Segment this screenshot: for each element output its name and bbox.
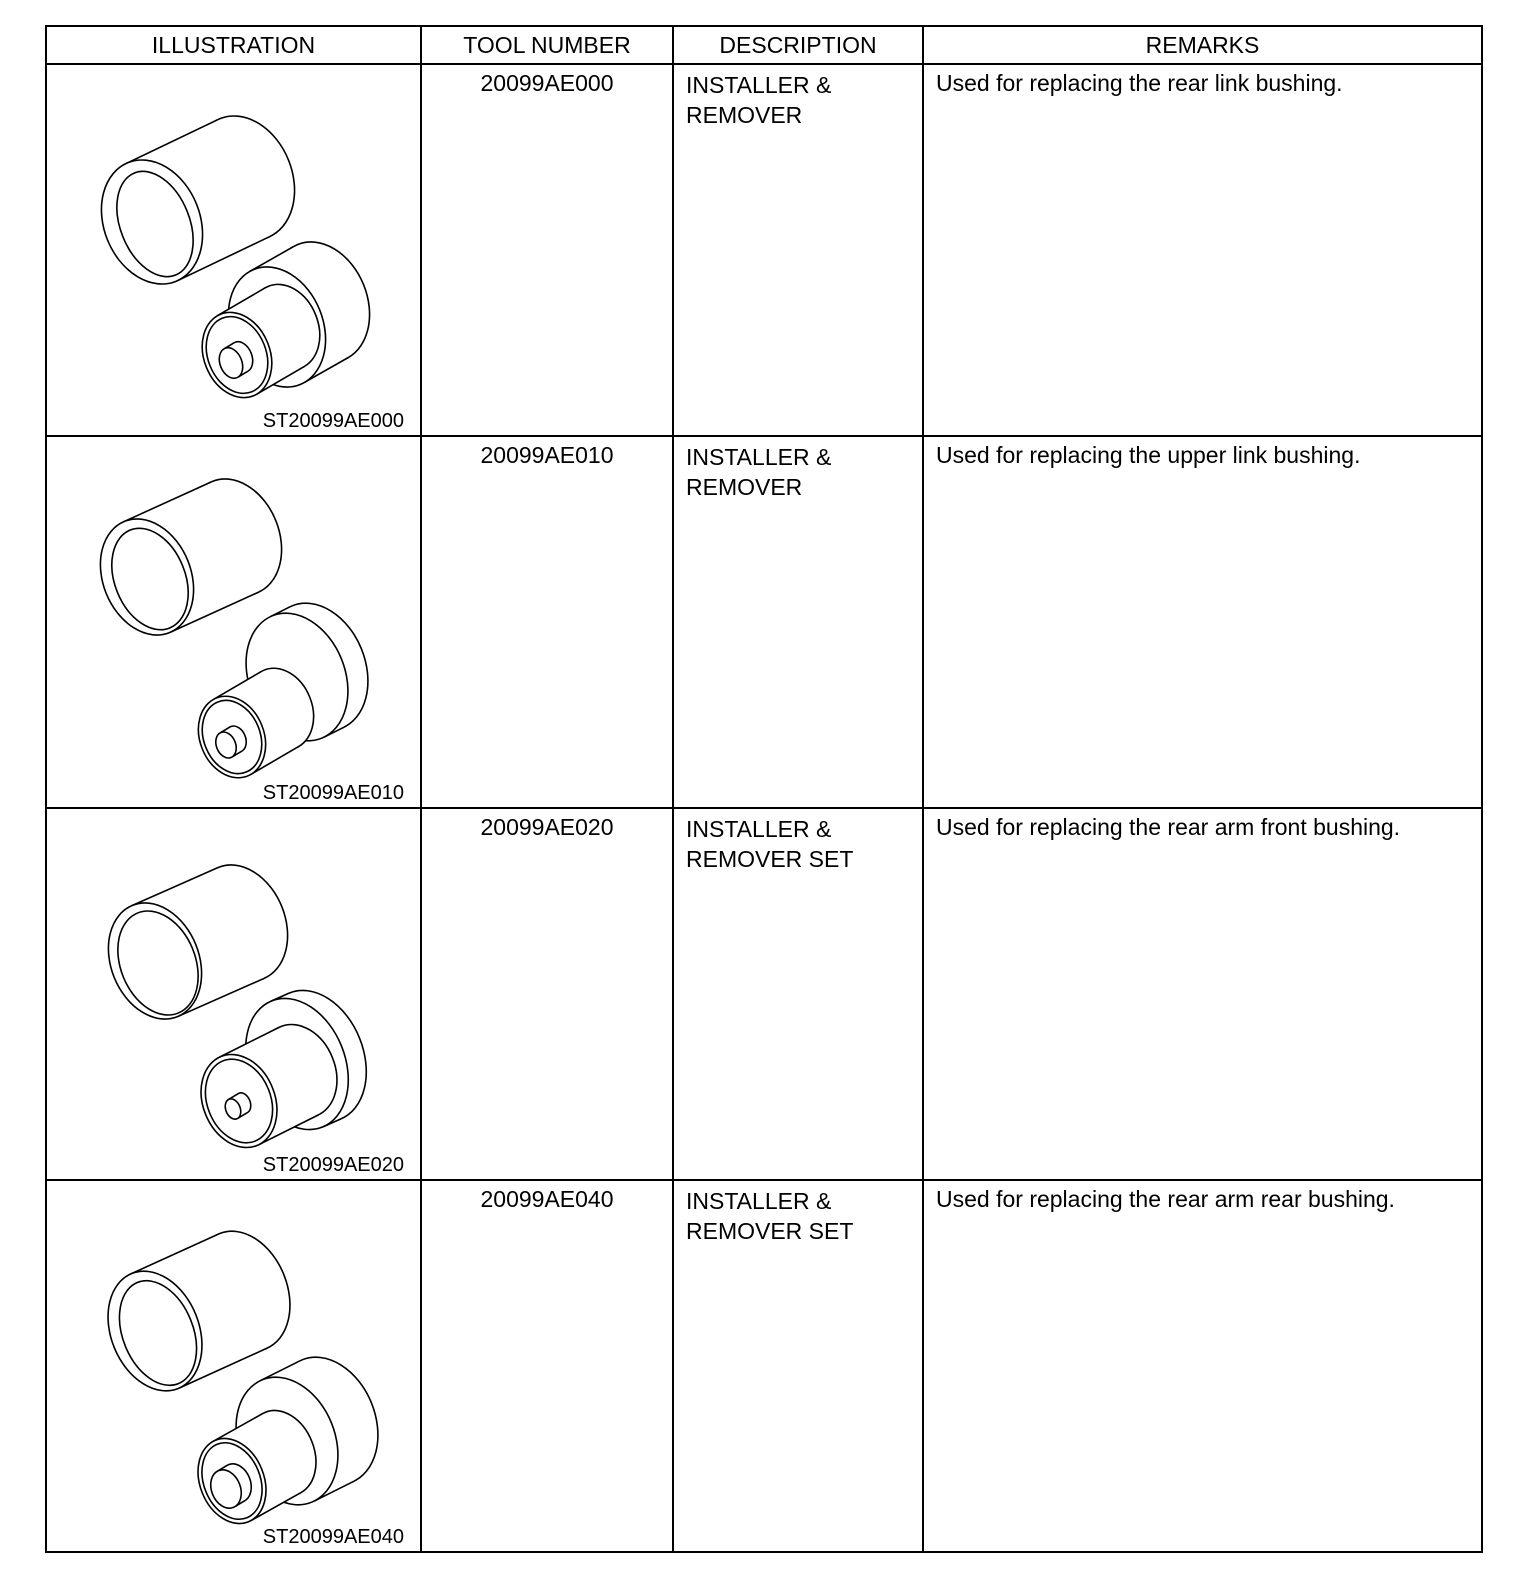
illustration-code: ST20099AE010: [262, 782, 404, 804]
description: [673, 436, 923, 808]
table-row: [46, 436, 1482, 808]
table-row: [46, 64, 1482, 436]
header-illustration: ILLUSTRATION: [46, 26, 421, 64]
tool-illustration: [47, 1181, 422, 1546]
description-line: INSTALLER &: [686, 444, 832, 470]
description-line: INSTALLER &: [686, 1188, 832, 1214]
description: [673, 1180, 923, 1552]
illustration-code: ST20099AE000: [262, 410, 404, 432]
description: [673, 808, 923, 1180]
remarks: Used for replacing the rear arm rear bushing.: [923, 1180, 1482, 1552]
description-line: REMOVER SET: [686, 846, 854, 872]
header-remarks: REMARKS: [923, 26, 1482, 64]
header-tool-number: TOOL NUMBER: [421, 26, 673, 64]
table-row: [46, 808, 1482, 1180]
description-line: INSTALLER &: [686, 816, 832, 842]
description-line: REMOVER: [686, 102, 803, 128]
tool-illustration: [47, 437, 422, 802]
illustration-cell: [46, 808, 421, 1180]
description-line: REMOVER: [686, 474, 803, 500]
remarks: Used for replacing the rear arm front bushing.: [923, 808, 1482, 1180]
illustration-code: ST20099AE020: [262, 1154, 404, 1176]
description-line: INSTALLER &: [686, 72, 832, 98]
illustration-code: ST20099AE040: [262, 1526, 404, 1548]
illustration-cell: [46, 64, 421, 436]
tool-number: 20099AE010: [421, 436, 673, 808]
description: [673, 64, 923, 436]
remarks: Used for replacing the rear link bushing.: [923, 64, 1482, 436]
description-line: REMOVER SET: [686, 1218, 854, 1244]
illustration-cell: [46, 1180, 421, 1552]
tool-number: 20099AE020: [421, 808, 673, 1180]
tool-illustration: [47, 65, 422, 430]
tool-illustration: [47, 809, 422, 1174]
tool-number: 20099AE040: [421, 1180, 673, 1552]
header-row: [46, 26, 1482, 64]
remarks: Used for replacing the upper link bushing.: [923, 436, 1482, 808]
special-tools-table: [45, 25, 1483, 1553]
illustration-cell: [46, 436, 421, 808]
header-description: DESCRIPTION: [673, 26, 923, 64]
tool-number: 20099AE000: [421, 64, 673, 436]
table-row: [46, 1180, 1482, 1552]
